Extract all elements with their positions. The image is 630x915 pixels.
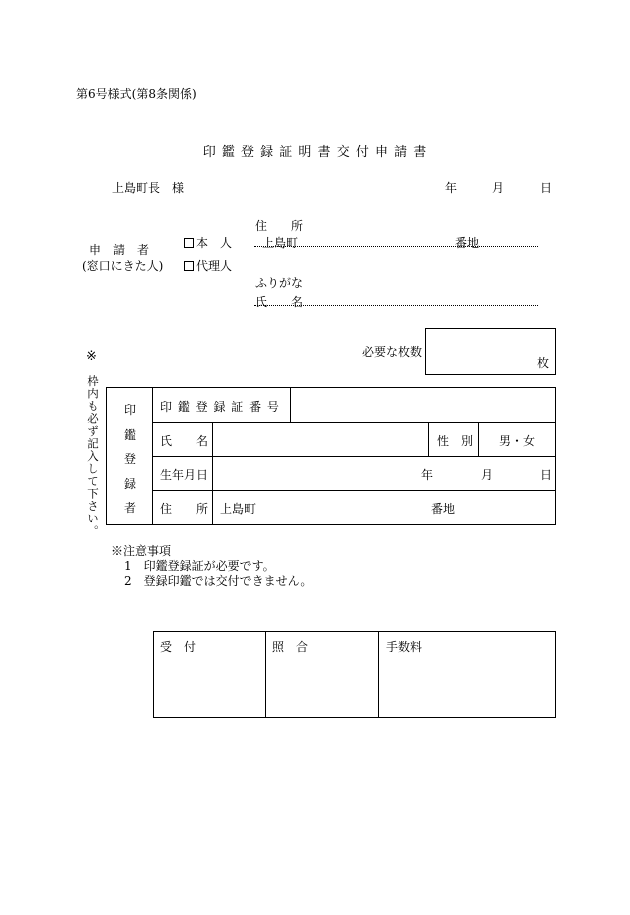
side-note-mark: ※ — [86, 349, 97, 364]
registrant-header: 印鑑登録者 — [124, 403, 137, 515]
gender-col-divider-2 — [478, 422, 479, 456]
date-year-label: 年 — [445, 181, 458, 195]
applicant-name-field[interactable] — [254, 305, 538, 306]
addressee: 上島町長 様 — [112, 181, 185, 195]
applicant-address-field[interactable] — [254, 246, 538, 247]
side-note-text: 枠内も必ず記入して下さい。 — [86, 375, 100, 538]
applicant-address-label: 住 所 — [255, 219, 304, 233]
option-self-label: 本 人 — [196, 236, 233, 250]
copies-box[interactable] — [425, 328, 556, 375]
gender-col-divider-1 — [428, 422, 429, 456]
note-item-2: 2 登録印鑑では交付できません。 — [124, 574, 313, 588]
registrant-name-label: 氏 名 — [160, 434, 209, 448]
registrant-birth-day: 日 — [540, 468, 553, 482]
date-day-label: 日 — [540, 181, 553, 195]
copies-label: 必要な枚数 — [362, 345, 423, 359]
office-table — [153, 631, 556, 718]
registrant-address-label: 住 所 — [160, 502, 209, 516]
office-divider-1 — [265, 631, 266, 718]
form-title: 印 鑑 登 録 証 明 書 交 付 申 請 書 — [202, 145, 428, 160]
checkbox-self[interactable] — [184, 238, 194, 248]
option-self[interactable] — [184, 234, 232, 251]
registrant-name-field[interactable] — [213, 423, 427, 456]
notes-heading: ※注意事項 — [111, 544, 172, 558]
applicant-name-label: 氏 名 — [255, 295, 304, 309]
form-number: 第6号様式(第8条関係) — [76, 87, 197, 101]
registrant-birth-label: 生年月日 — [160, 468, 209, 482]
applicant-address-town: 上島町 — [262, 236, 299, 250]
note-item-1: 1 印鑑登録証が必要です。 — [124, 559, 275, 573]
office-received-label: 受 付 — [160, 640, 197, 654]
registrant-number-label: 印 鑑 登 録 証 番 号 — [160, 400, 280, 414]
office-checked-label: 照 合 — [272, 640, 309, 654]
registrant-gender-label: 性 別 — [437, 434, 474, 448]
applicant-furigana-label: ふりがな — [255, 276, 304, 290]
registrant-gender-value[interactable]: 男・女 — [499, 434, 536, 448]
checkbox-agent[interactable] — [184, 261, 194, 271]
applicant-address-banchi: 番地 — [455, 236, 480, 250]
registrant-birth-month: 月 — [481, 468, 494, 482]
registrant-address-town: 上島町 — [220, 502, 257, 516]
office-divider-2 — [378, 631, 379, 718]
applicant-sublabel: (窓口にきた人) — [82, 259, 164, 273]
option-agent[interactable] — [184, 257, 232, 274]
date-month-label: 月 — [492, 181, 505, 195]
applicant-label: 申 請 者 — [89, 243, 150, 257]
registrant-address-banchi: 番地 — [431, 502, 456, 516]
copies-unit: 枚 — [536, 356, 549, 370]
option-agent-label: 代理人 — [196, 259, 233, 273]
registrant-number-field[interactable] — [291, 388, 555, 422]
office-fee-label: 手数料 — [386, 640, 423, 654]
registrant-birth-year: 年 — [421, 468, 434, 482]
